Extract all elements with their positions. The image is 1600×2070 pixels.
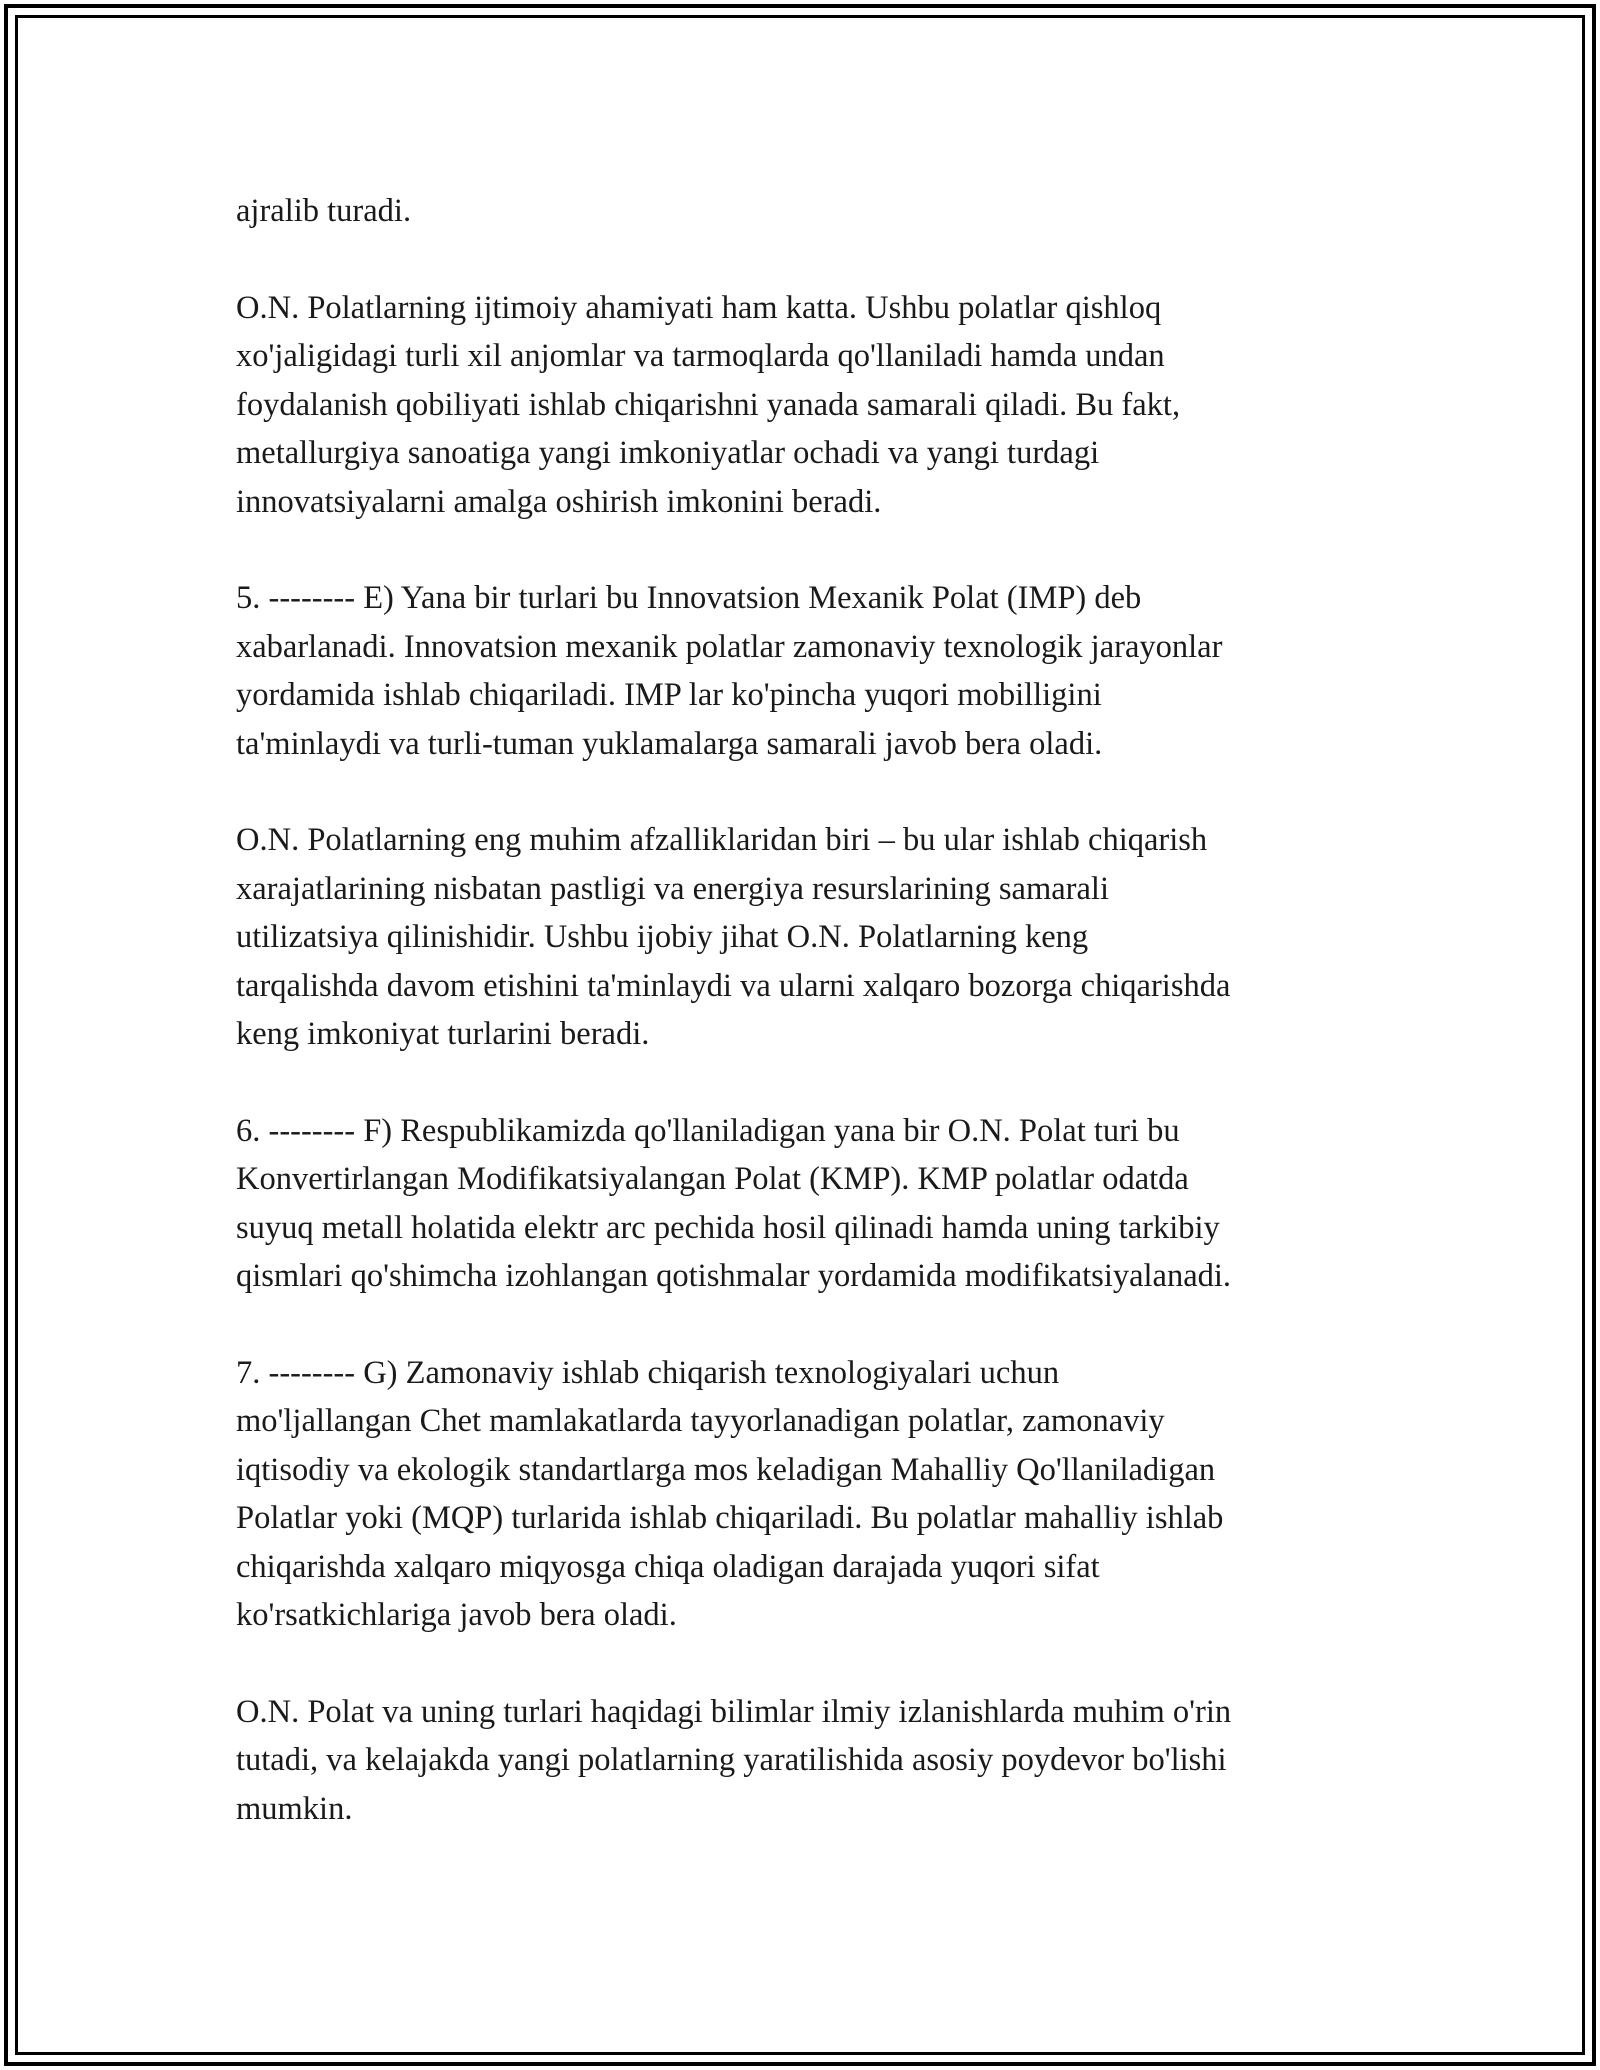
text-line: qismlari qo'shimcha izohlangan qotishmalar yordamida modifikatsiyalanadi. [236, 1258, 1232, 1294]
paragraph-item-7 [236, 1349, 1386, 1640]
text-line: keng imkoniyat turlarini beradi. [236, 1016, 650, 1052]
paragraph-item-6 [236, 1107, 1386, 1301]
text-line: tarqalishda davom etishini ta'minlaydi va ularni xalqaro bozorga chiqarishda [236, 967, 1231, 1004]
text-line: yordamida ishlab chiqariladi. IMP lar ko'pincha yuqori mobilligini [236, 677, 1102, 713]
text-line: foydalanish qobiliyati ishlab chiqarishni yanada samarali qiladi. Bu fakt, [236, 386, 1181, 423]
text-line: xarajatlarining nisbatan pastligi va energiya resurslarining samarali [236, 870, 1109, 907]
paragraph-continuation [236, 187, 1386, 236]
text-line: xo'jaligidagi turli xil anjomlar va tarmoqlarda qo'llaniladi hamda undan [236, 338, 1165, 374]
text-line: ko'rsatkichlariga javob bera oladi. [236, 1597, 677, 1633]
text-line: xabarlanadi. Innovatsion mexanik polatlar zamonaviy texnologik jarayonlar [236, 628, 1223, 665]
text-line: utilizatsiya qilinishidir. Ushbu ijobiy jihat O.N. Polatlarning keng [236, 919, 1089, 955]
text-line: ajralib turadi. [236, 193, 412, 229]
text-line: mo'ljallangan Chet mamlakatlarda tayyorlanadigan polatlar, zamonaviy [236, 1403, 1165, 1439]
text-line: ta'minlaydi va turli-tuman yuklamalarga samarali javob bera oladi. [236, 725, 1103, 762]
text-line: tutadi, va kelajakda yangi polatlarning yaratilishida asosiy poydevor bo'lishi [236, 1742, 1227, 1778]
document-body [236, 187, 1386, 1881]
text-line: innovatsiyalarni amalga oshirish imkonini beradi. [236, 483, 882, 520]
text-line: mumkin. [236, 1790, 353, 1827]
text-line: O.N. Polatlarning ijtimoiy ahamiyati ham katta. Ushbu polatlar qishloq [236, 289, 1162, 326]
paragraph-item-5 [236, 574, 1386, 768]
text-line: suyuq metall holatida elektr arc pechida hosil qilinadi hamda uning tarkibiy [236, 1209, 1220, 1246]
text-line: Konvertirlangan Modifikatsiyalangan Polat (KMP). KMP polatlar odatda [236, 1161, 1189, 1197]
text-line: iqtisodiy va ekologik standartlarga mos keladigan Mahalliy Qo'llaniladigan [236, 1451, 1216, 1488]
text-line: metallurgiya sanoatiga yangi imkoniyatlar ochadi va yangi turdagi [236, 435, 1100, 471]
paragraph-conclusion [236, 1688, 1386, 1834]
paragraph-advantages [236, 816, 1386, 1059]
text-line: 6. -------- F) Respublikamizda qo'llaniladigan yana bir O.N. Polat turi bu [236, 1112, 1180, 1149]
text-line: O.N. Polat va uning turlari haqidagi bilimlar ilmiy izlanishlarda muhim o'rin [236, 1693, 1232, 1730]
paragraph-social-importance [236, 284, 1386, 527]
text-line: Polatlar yoki (MQP) turlarida ishlab chiqariladi. Bu polatlar mahalliy ishlab [236, 1500, 1224, 1536]
text-line: 7. -------- G) Zamonaviy ishlab chiqarish texnologiyalari uchun [236, 1354, 1060, 1391]
text-line: 5. -------- E) Yana bir turlari bu Innovatsion Mexanik Polat (IMP) deb [236, 580, 1142, 616]
text-line: O.N. Polatlarning eng muhim afzalliklaridan biri – bu ular ishlab chiqarish [236, 822, 1208, 858]
text-line: chiqarishda xalqaro miqyosga chiqa oladigan darajada yuqori sifat [236, 1548, 1100, 1585]
